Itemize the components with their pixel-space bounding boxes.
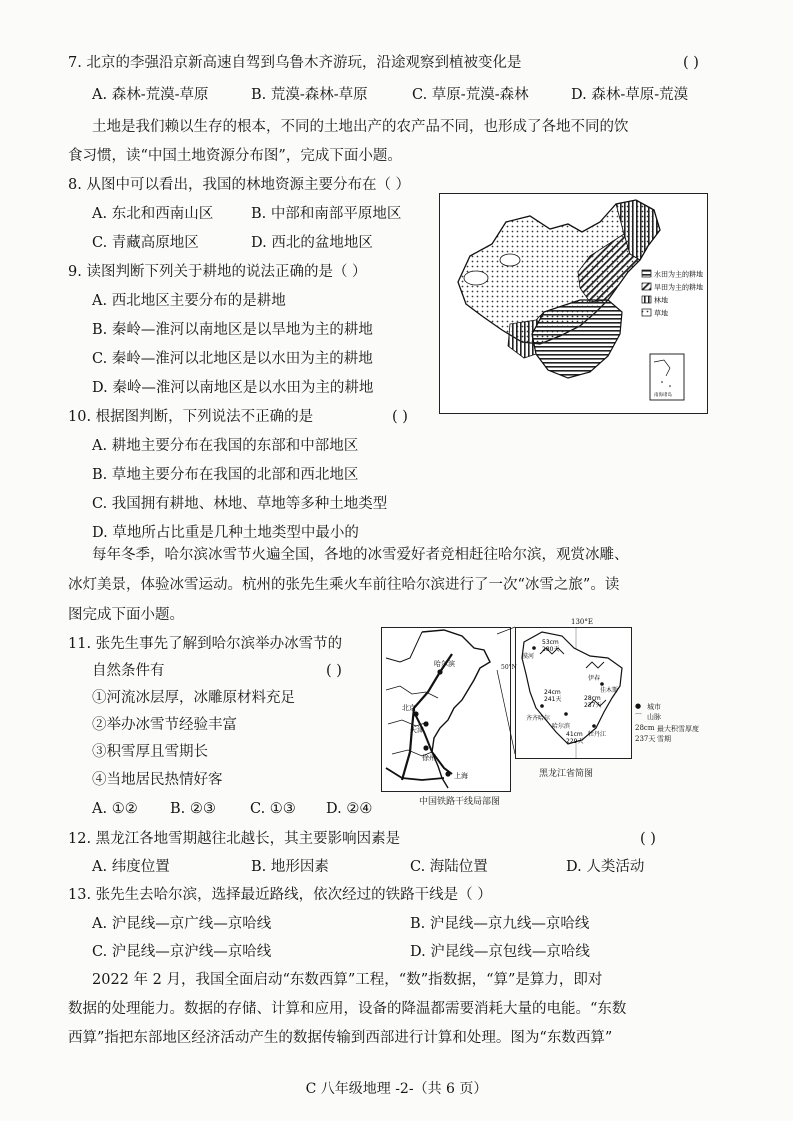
intro2-line2: 冰灯美景，体验冰雪运动。杭州的张先生乘火车前往哈尔滨进行了一次“冰雪之旅”。读	[68, 577, 620, 593]
q9-option-d: D. 秦岭—淮河以南地区是以水田为主的耕地	[92, 380, 374, 396]
heilongjiang-map-caption: 黑龙江省简图	[539, 769, 594, 779]
heilongjiang-map	[515, 627, 632, 759]
legend-city-icon: ●	[635, 702, 642, 710]
hlj-depth-mohe: 53cm	[542, 639, 559, 646]
legend-forest-swatch	[642, 296, 651, 303]
paddy-region	[532, 300, 622, 378]
legend-paddy-label: 水田为主的耕地	[654, 270, 703, 279]
q13-option-a: A. 沪昆线—京广线—京哈线	[92, 916, 272, 932]
hlj-latitude-label: 50°N	[501, 664, 517, 671]
q11-option-d: D. ②④	[326, 801, 373, 817]
hlj-longitude-label: 130°E	[571, 618, 593, 626]
q12-option-b: B. 地形因素	[251, 859, 329, 875]
legend-forest-label: 林地	[654, 296, 668, 305]
q9-option-a: A. 西北地区主要分布的是耕地	[92, 293, 286, 309]
hlj-place-mohe: 漠河	[522, 653, 535, 660]
railway-map-figure	[381, 627, 512, 808]
q11-stem-line2: 自然条件有	[92, 663, 165, 679]
q12-answer-paren: ( )	[640, 831, 656, 847]
q12-option-a: A. 纬度位置	[92, 859, 170, 875]
legend-mountain-icon: ⌒	[635, 713, 642, 721]
legend-grass-label: 草地	[654, 309, 668, 318]
hlj-place-harbin: 哈尔滨	[552, 723, 571, 730]
hlj-depth-harbin: 41cm	[566, 731, 583, 738]
hlj-depth-east: 28cm	[584, 695, 601, 702]
q11-item-3: ③积雪厚且雪期长	[92, 744, 208, 760]
q11-answer-paren: ( )	[326, 663, 342, 679]
page-footer: C 八年级地理 -2-（共 6 页）	[305, 1081, 488, 1097]
q10-option-d: D. 草地所占比重是几种土地类型中最小的	[92, 525, 359, 541]
land-resource-map	[439, 193, 708, 414]
intro3-line3: 西算”指把东部地区经济活动产生的数据传输到西部进行计算和处理。图为“东数西算”	[68, 1030, 613, 1046]
intro3-line2: 数据的处理能力。数据的存储、计算和应用，设备的降温都需要消耗大量的电能。“东数	[68, 1001, 627, 1017]
q8-option-d: D. 西北的盆地地区	[251, 235, 373, 251]
hlj-period-mohe: 280天	[542, 646, 560, 653]
q13-stem: 13. 张先生去哈尔滨，选择最近路线，依次经过的铁路干线是（ ）	[68, 887, 492, 903]
q12-option-d: D. 人类活动	[566, 859, 645, 875]
map-connector	[495, 626, 517, 758]
legend-example-depth: 28cm	[635, 724, 655, 732]
legend-paddy-swatch	[642, 270, 651, 277]
hlj-place-mudanjiang: 牡丹江	[588, 731, 607, 738]
railway-map	[381, 627, 511, 792]
q12-stem: 12. 黑龙江各地雪期越往北越长，其主要影响因素是	[68, 831, 401, 847]
q11-option-a: A. ①②	[92, 801, 138, 817]
hlj-place-yichun: 伊春	[588, 675, 601, 682]
q13-option-d: D. 沪昆线—京包线—京哈线	[410, 944, 590, 960]
legend-mountain-label: 山脉	[647, 713, 661, 721]
intro1-line1: 土地是我们赖以生存的根本，不同的土地出产的农产品不同，也形成了各地不同的饮	[92, 119, 629, 135]
q11-stem-line1: 11. 张先生事先了解到哈尔滨举办冰雪节的	[68, 636, 343, 652]
hlj-period-west: 241天	[544, 696, 562, 703]
rail-city-tianjin: 天津	[410, 726, 424, 734]
hlj-legend	[635, 702, 715, 754]
hlj-place-qiqihar: 齐齐哈尔	[526, 715, 551, 722]
q7-option-b: B. 荒漠-森林-草原	[251, 87, 368, 103]
heilongjiang-map-figure	[501, 618, 715, 780]
q8-option-c: C. 青藏高原地区	[92, 235, 199, 251]
legend-grass-swatch	[642, 309, 651, 316]
intro2-line3: 图完成下面小题。	[68, 607, 184, 623]
q9-option-b: B. 秦岭—淮河以南地区是以旱地为主的耕地	[92, 322, 373, 338]
hlj-period-harbin: 229天	[566, 738, 584, 745]
q11-item-4: ④当地居民热情好客	[92, 772, 223, 788]
q10-stem: 10. 根据图判断，下列说法不正确的是	[68, 409, 314, 425]
q9-stem: 9. 读图判断下列关于耕地的说法正确的是（ ）	[68, 264, 367, 280]
q9-option-c: C. 秦岭—淮河以北地区是以水田为主的耕地	[92, 351, 373, 367]
q11-item-1: ①河流冰层厚，冰雕原材料充足	[92, 690, 295, 706]
rail-city-shanghai: 上海	[454, 772, 468, 780]
q11-item-2: ②举办冰雪节经验丰富	[92, 717, 237, 733]
rail-city-xuzhou: 徐州	[422, 754, 436, 762]
q10-option-b: B. 草地主要分布在我国的北部和西北地区	[92, 467, 359, 483]
q7-option-d: D. 森林-草原-荒漠	[571, 87, 689, 103]
legend-depth-label: 最大积雪厚度	[657, 725, 699, 733]
q7-option-a: A. 森林-荒漠-草原	[92, 87, 209, 103]
rail-city-beijing: 北京	[402, 704, 416, 712]
hlj-period-east: 237天	[584, 702, 602, 709]
rail-city-harbin: 哈尔滨	[434, 660, 455, 668]
q12-option-c: C. 海陆位置	[410, 859, 488, 875]
intro3-line1: 2022 年 2 月，我国全面启动“东数西算”工程，“数”指数据，“算”是算力，即对	[92, 972, 603, 988]
intro2-line1: 每年冬季，哈尔滨冰雪节火遍全国，各地的冰雪爱好者竞相赶往哈尔滨，观赏冰雕、	[92, 547, 629, 563]
legend-example-period: 237天	[635, 735, 656, 743]
q13-option-c: C. 沪昆线—京沪线—京哈线	[92, 944, 272, 960]
q13-option-b: B. 沪昆线—京九线—京哈线	[410, 916, 590, 932]
legend-period-label: 雪期	[657, 735, 671, 743]
q8-stem: 8. 从图中可以看出，我国的林地资源主要分布在（ ）	[68, 177, 411, 193]
q10-option-a: A. 耕地主要分布在我国的东部和中部地区	[92, 438, 359, 454]
legend-dryland-label: 旱田为主的耕地	[654, 283, 703, 292]
q10-answer-paren: ( )	[392, 409, 408, 425]
q11-option-b: B. ②③	[170, 801, 216, 817]
q8-option-b: B. 中部和南部平原地区	[251, 206, 402, 222]
q11-option-c: C. ①③	[250, 801, 296, 817]
legend-dryland-swatch	[642, 283, 651, 290]
hlj-place-jiamusi: 佳木斯	[600, 687, 619, 694]
q7-stem: 7. 北京的李强沿京新高速自驾到乌鲁木齐游玩，沿途观察到植被变化是	[68, 55, 522, 71]
railway-map-caption: 中国铁路干线局部图	[419, 797, 501, 807]
q8-option-a: A. 东北和西南山区	[92, 206, 214, 222]
q7-option-c: C. 草原-荒漠-森林	[412, 87, 529, 103]
intro1-line2: 食习惯，读“中国土地资源分布图”，完成下面小题。	[68, 148, 402, 164]
hlj-depth-west: 24cm	[544, 689, 561, 696]
q7-answer-paren: ( )	[683, 55, 699, 71]
legend-city-label: 城市	[647, 703, 661, 711]
q10-option-c: C. 我国拥有耕地、林地、草地等多种土地类型	[92, 496, 388, 512]
south-sea-inset-label: 南海诸岛	[654, 393, 672, 398]
